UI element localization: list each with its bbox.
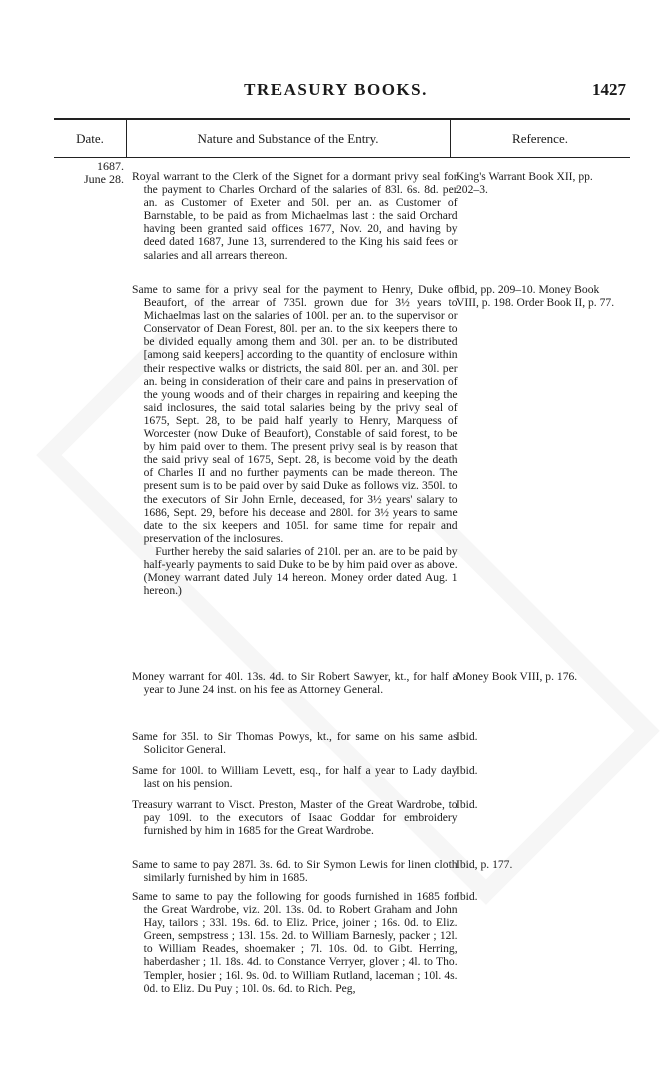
- entry-reference: Ibid.: [456, 730, 478, 743]
- entry-paragraph: Same to same to pay 287l. 3s. 6d. to Sir Symon Lewis for linen cloth similarly furnished by him in 1685.: [132, 858, 458, 885]
- column-header-reference: Reference.: [512, 131, 568, 146]
- entry-paragraph: Same for 100l. to William Levett, esq., for half a year to Lady day last on his pension.: [132, 764, 458, 791]
- entry-paragraph: Treasury warrant to Visct. Preston, Master of the Great Wardrobe, to pay 109l. to the executors of Isaac Goddar for embroidery furnished by him in 1685 for the Great Wardrobe.: [132, 798, 458, 838]
- page-number: 1427: [592, 80, 626, 99]
- entry-reference: Ibid.: [456, 798, 478, 811]
- page-title: TREASURY BOOKS.: [244, 80, 428, 99]
- entry-text: [132, 283, 458, 597]
- entry-reference: King's Warrant Book XII, pp. 202–3.: [456, 170, 593, 197]
- column-header-date: Date.: [76, 131, 104, 146]
- top-rule: [54, 118, 630, 120]
- entry-reference: Money Book VIII, p. 176.: [456, 670, 578, 683]
- entry-text: [132, 764, 458, 790]
- running-head: [0, 80, 672, 104]
- entry-reference: Ibid, p. 177.: [456, 858, 513, 871]
- entry-paragraph: Royal warrant to the Clerk of the Signet for a dormant privy seal for the payment to Charles Orchard of the salaries of 83l. 6s. 8d. per an. as Customer of Exeter and 50l. per an. as Customer of Barnstable, to be paid as from Michaelmas last : the said Orchard having been granted said offices 1677, Nov. 20, and having by deed dated 1687, June 13, surrendered to the King his said fees or salaries and all arrears thereon.: [132, 170, 458, 262]
- column-header-nature: Nature and Substance of the Entry.: [197, 131, 379, 146]
- entry-paragraph: Same to same to pay the following for goods furnished in 1685 for the Great Wardrobe, viz. 20l. 13s. 0d. to Robert Graham and John Hay, tailors ; 33l. 19s. 6d. to Eliz. Price, joiner ; 16s. 0d. to Eliz. Green, sempstress ; 13l. 15s. 2d. to William Barnesly, packer ; 12l. to William Reades, shoemaker ; 7l. 10s. 0d. to Gibt. Herring, haberdasher ; 1l. 18s. 4d. to Constance Verryer, glover ; 4l. to Tho. Templer, hosier ; 16l. 9s. 0d. to William Rutland, laceman ; 10l. 4s. 0d. to Eliz. Du Puy ; 10l. 0s. 6d. to Rich. Peg,: [132, 890, 458, 995]
- entry-text: [132, 858, 458, 884]
- entry-reference: Ibid.: [456, 764, 478, 777]
- entry-date: [60, 160, 124, 185]
- column-divider-right: [450, 118, 451, 158]
- date-year: 1687.: [97, 159, 124, 173]
- entry-text: [132, 890, 458, 995]
- date-day: June 28.: [84, 171, 124, 186]
- entry-text: [132, 170, 458, 262]
- column-divider-left: [126, 118, 127, 158]
- entry-reference: Ibid, pp. 209–10. Money Book VIII, p. 198. Order Book II, p. 77.: [456, 283, 615, 310]
- entry-paragraph: Same to same for a privy seal for the payment to Henry, Duke of Beaufort, of the arrear of 735l. grown due for 3½ years to Michaelmas last on the salaries of 100l. per an. to the supervisor or Conservator of Dean Forest, 80l. per an. to the six keepers there to be divided equally among them and 30l. per an. to be distributed [among said keepers] according to the quantity of enclosure within their respective walks or districts, the said 80l. per an. and 30l. per an. being in consideration of their care and pains in preservation of the young woods and of their charges in repairing and keeping the said inclosures, the said total salaries being by the privy seal of 1675, Sept. 28, to be paid half yearly to Henry, Marquess of Worcester (now Duke of Beaufort), Constable of said forest, to be by him paid over to them. The present privy seal is by reason that the said privy seal of 1675, Sept. 28, is become void by the death of Charles II and no further payments can be made thereon. The present sum is to be paid over by said Duke as follows viz. 350l. to the executors of Sir John Ernle, deceased, for 3½ years' salary to 1686, Sept. 29, before his decease and 280l. for 3½ years to same date to the six keepers and 105l. for same time for repair and preservation of the inclosures.: [132, 283, 458, 545]
- entry-text: [132, 670, 458, 696]
- header-bottom-rule: [54, 157, 630, 158]
- entry-reference: Ibid.: [456, 890, 478, 903]
- entry-continuation: Further hereby the said salaries of 210l. per an. are to be paid by half-yearly payments to said Duke to be by him paid over as above. (Money warrant dated July 14 hereon. Money order dated Aug. 1 hereon.): [143, 544, 458, 598]
- entry-paragraph: Money warrant for 40l. 13s. 4d. to Sir Robert Sawyer, kt., for half a year to June 24 inst. on his fee as Attorney General.: [132, 670, 458, 697]
- entry-paragraph: Same for 35l. to Sir Thomas Powys, kt., for same on his same as Solicitor General.: [132, 730, 458, 757]
- entry-text: [132, 798, 458, 837]
- entry-text: [132, 730, 458, 756]
